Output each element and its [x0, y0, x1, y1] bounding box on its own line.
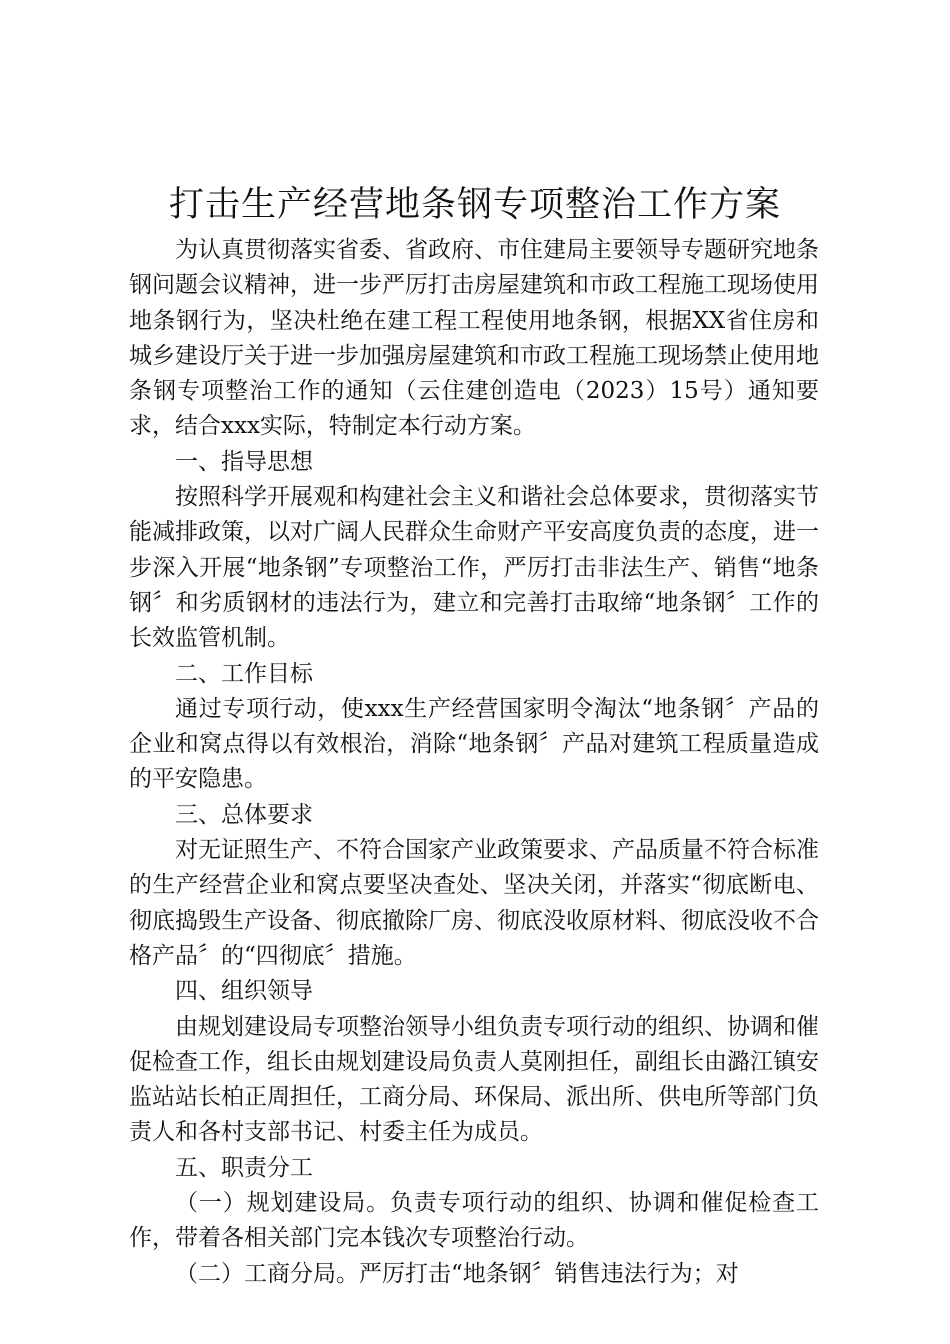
- paragraph-organization: 由规划建设局专项整治领导小组负责专项行动的组织、协调和催促检查工作，组长由规划建设局负责人莫刚担任，副组长由潞江镇安监站站长柏正周担任，工商分局、环保局、派出所、供电所等部门负责人和各村支部书记、村委主任为成员。: [129, 1013, 819, 1146]
- intro-paragraph: 为认真贯彻落实省委、省政府、市住建局主要领导专题研究地条钢问题会议精神，进一步严厉打击房屋建筑和市政工程施工现场使用地条钢行为，坚决杜绝在建工程工程使用地条钢，根据XX省住房和城乡建设厅关于进一步加强房屋建筑和市政工程施工现场禁止使用地条钢专项整治工作的通知（云住建创造电（2023）15号）通知要求，结合xxx实际，特制定本行动方案。: [129, 237, 819, 440]
- section-heading-work-goals: 二、工作目标: [175, 660, 313, 687]
- document-body: [129, 233, 819, 1292]
- section-heading-general-requirements: 三、总体要求: [175, 801, 313, 828]
- section-heading-guiding-ideology: 一、指导思想: [175, 448, 313, 475]
- paragraph-responsibility-planning-bureau: （一）规划建设局。负责专项行动的组织、协调和催促检查工作，带着各相关部门完本钱次专项整治行动。: [129, 1190, 819, 1252]
- paragraph-responsibility-industry-commerce: （二）工商分局。严厉打击“地条钢〞销售违法行为；对: [175, 1260, 739, 1287]
- paragraph-work-goals: 通过专项行动，使xxx生产经营国家明令淘汰“地条钢〞产品的企业和窝点得以有效根治，消除“地条钢〞产品对建筑工程质量造成的平安隐患。: [129, 695, 819, 793]
- section-heading-responsibilities: 五、职责分工: [175, 1154, 313, 1181]
- section-heading-organization: 四、组织领导: [175, 978, 313, 1005]
- document-title: 打击生产经营地条钢专项整治工作方案: [168, 185, 781, 225]
- paragraph-general-requirements: 对无证照生产、不符合国家产业政策要求、产品质量不符合标准的生产经营企业和窝点要坚决查处、坚决关闭，并落实“彻底断电、彻底捣毁生产设备、彻底撤除厂房、彻底没收原材料、彻底没收不合格产品〞的“四彻底〞措施。: [129, 837, 819, 969]
- paragraph-guiding-ideology: 按照科学开展观和构建社会主义和谐社会总体要求，贯彻落实节能减排政策，以对广阔人民群众生命财产平安高度负责的态度，进一步深入开展“地条钢”专项整治工作，严厉打击非法生产、销售“地条钢〞和劣质钢材的违法行为，建立和完善打击取缔“地条钢〞工作的长效监管机制。: [129, 484, 819, 652]
